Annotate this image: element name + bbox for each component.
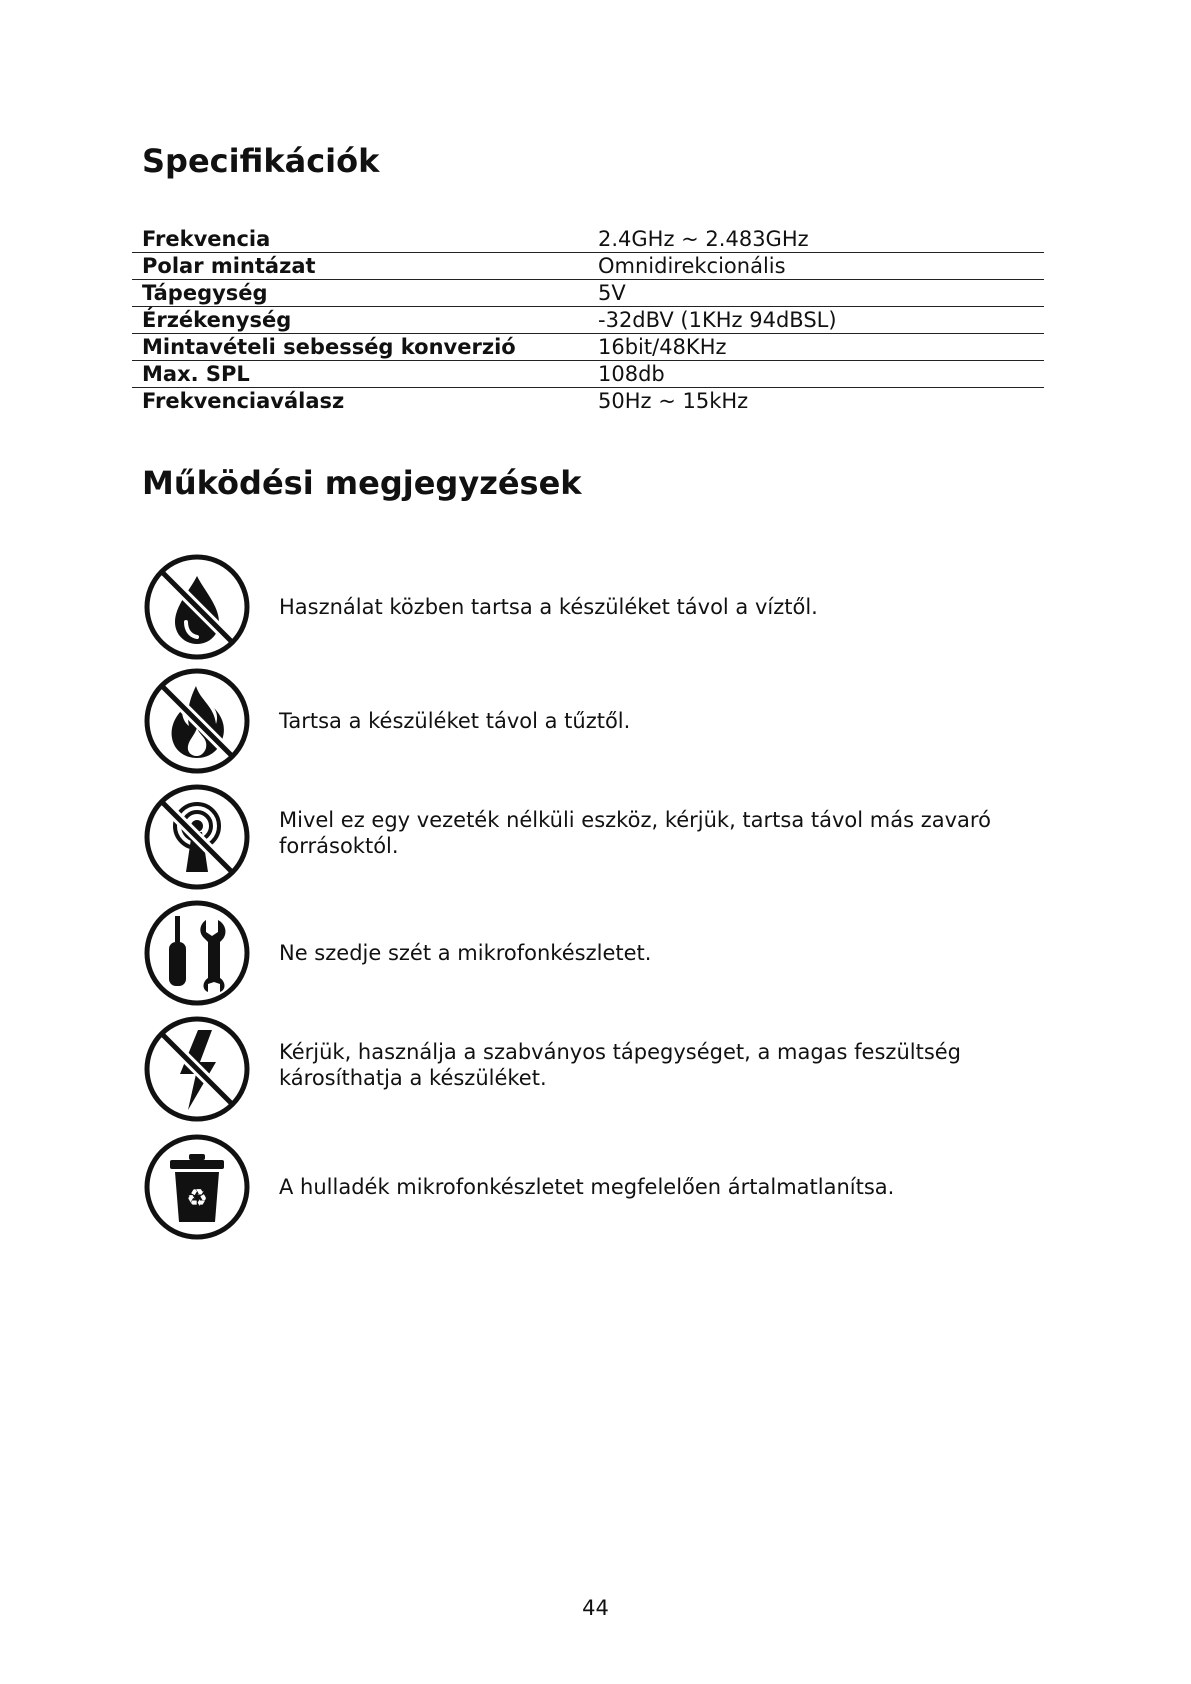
spec-label: Max. SPL [132, 361, 588, 388]
spec-label: Érzékenység [132, 307, 588, 334]
note-text: Kérjük, használja a szabványos tápegységet, a magas feszültség károsíthatja a készüléket. [279, 1040, 962, 1090]
operating-notes-heading: Működési megjegyzések [142, 464, 582, 502]
no-water-icon [142, 552, 252, 662]
table-row [132, 307, 1044, 334]
spec-value: 2.4GHz ~ 2.483GHz [588, 226, 1044, 253]
spec-value: 16bit/48KHz [588, 334, 1044, 361]
note-text: Tartsa a készüléket távol a tűztől. [279, 709, 631, 733]
spec-label: Mintavételi sebesség konverzió [132, 334, 588, 361]
table-row [132, 334, 1044, 361]
spec-value: 108db [588, 361, 1044, 388]
spec-label: Polar mintázat [132, 253, 588, 280]
list-item [142, 552, 1002, 662]
spec-value: 50Hz ~ 15kHz [598, 389, 749, 413]
spec-value: -32dBV (1KHz 94dBSL) [588, 307, 1044, 334]
specifications-table [132, 226, 1044, 414]
note-text: A hulladék mikrofonkészletet megfelelően ártalmatlanítsa. [279, 1175, 895, 1199]
spec-label: Frekvencia [132, 226, 588, 253]
list-item [142, 898, 1002, 1008]
spec-label: Frekvenciaválasz [142, 389, 345, 413]
note-text: Ne szedje szét a mikrofonkészletet. [279, 941, 652, 965]
specifications-heading: Specifikációk [142, 142, 380, 180]
table-row [132, 361, 1044, 388]
table-row [132, 226, 1044, 253]
no-wireless-interference-icon [142, 782, 252, 892]
spec-value: 5V [588, 280, 1044, 307]
note-text: Mivel ez egy vezeték nélküli eszköz, kérjük, tartsa távol más zavaró forrásoktól. [279, 808, 991, 858]
page-number: 44 [582, 1596, 609, 1620]
spec-value: Omnidirekcionális [588, 253, 1044, 280]
spec-label: Tápegység [132, 280, 588, 307]
list-item [142, 666, 1002, 776]
list-item [142, 1014, 1002, 1124]
table-row [132, 388, 1044, 415]
no-high-voltage-icon [142, 1014, 252, 1124]
no-fire-icon [142, 666, 252, 776]
note-text: Használat közben tartsa a készüléket távol a víztől. [279, 595, 818, 619]
list-item [142, 782, 1002, 892]
no-disassembly-tools-icon [142, 898, 252, 1008]
recycle-bin-icon [142, 1132, 252, 1242]
svg-text:♻: ♻ [186, 1184, 208, 1212]
table-row [132, 253, 1044, 280]
table-row [132, 280, 1044, 307]
list-item [142, 1132, 1002, 1242]
